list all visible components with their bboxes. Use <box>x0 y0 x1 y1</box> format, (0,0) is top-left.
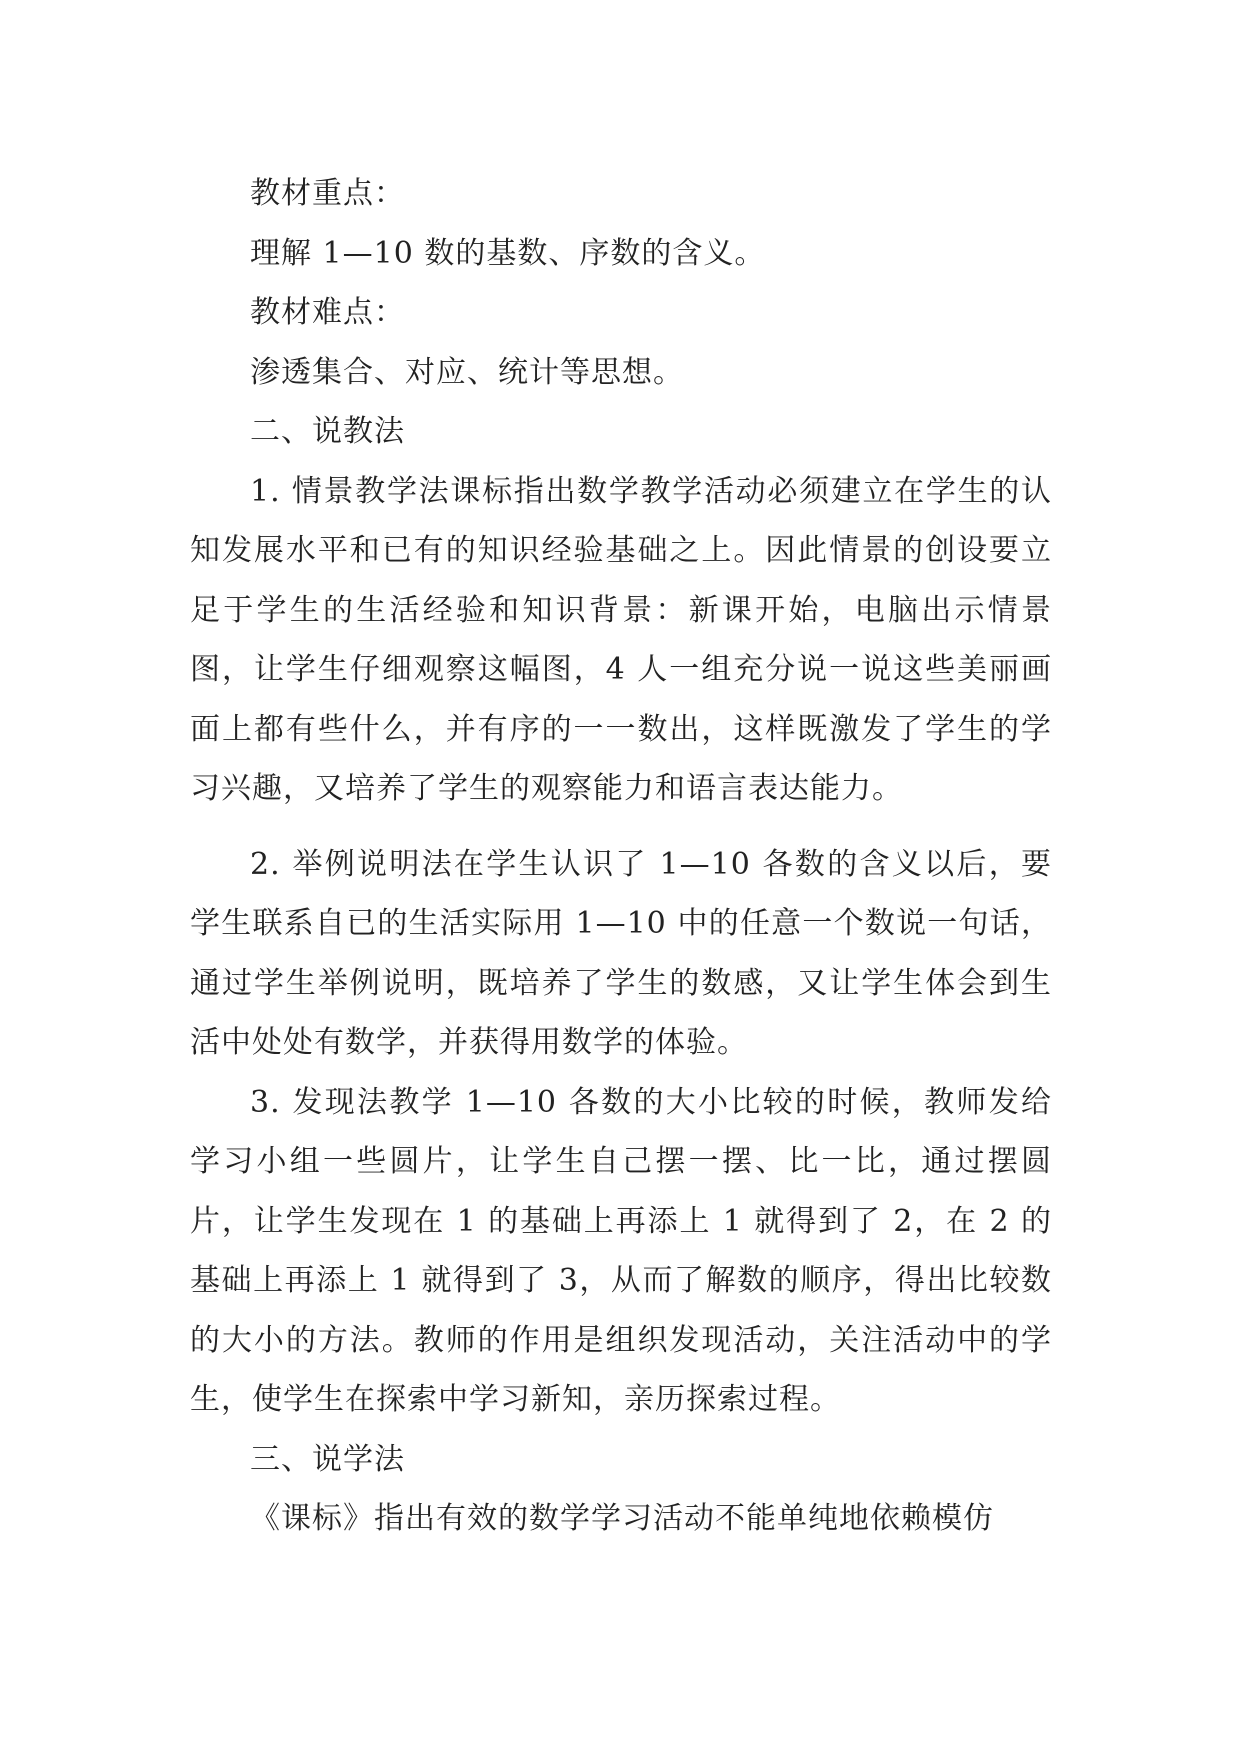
paragraph-learning-methods: 《课标》指出有效的数学学习活动不能单纯地依赖模仿 <box>250 1501 994 1536</box>
paragraph-method-1: 1. 情景教学法课标指出数学教学活动必须建立在学生的认知发展水平和已有的知识经验基础之上。因此情景的创设要立足于学生的生活经验和知识背景：新课开始，电脑出示情景图，让学生仔细观察这幅图，4 人一组充分说一说这些美丽画面上都有些什么，并有序的一一数出，这样既激发了学生的学习兴趣，又培养了学生的观察能力和语言表达能力。 <box>190 473 1052 806</box>
document-body <box>190 164 1052 1549</box>
paragraph-method-3: 3. 发现法教学 1—10 各数的大小比较的时候，教师发给学习小组一些圆片，让学生自己摆一摆、比一比，通过摆圆片，让学生发现在 1 的基础上再添上 1 就得到了 2，在 2 的基础上再添上 1 就得到了 3，从而了解数的顺序，得出比较数的大小的方法。教师的作用是组织发现活动，关注活动中的学生，使学生在探索中学习新知，亲历探索过程。 <box>190 1084 1052 1417</box>
heading-key-points: 教材重点： <box>250 176 405 211</box>
section-heading-learning-methods: 三、说学法 <box>250 1441 405 1477</box>
difficulties-text: 渗透集合、对应、统计等思想。 <box>250 354 684 390</box>
key-points-text: 理解 1—10 数的基数、序数的含义。 <box>250 235 766 271</box>
paragraph-method-2: 2. 举例说明法在学生认识了 1—10 各数的含义以后，要学生联系自已的生活实际用 1—10 中的任意一个数说一句话，通过学生举例说明，既培养了学生的数感，又让学生体会到生活中处处有数学，并获得用数学的体验。 <box>190 846 1052 1060</box>
heading-difficulties: 教材难点： <box>250 295 405 330</box>
section-heading-teaching-methods: 二、说教法 <box>250 414 405 449</box>
